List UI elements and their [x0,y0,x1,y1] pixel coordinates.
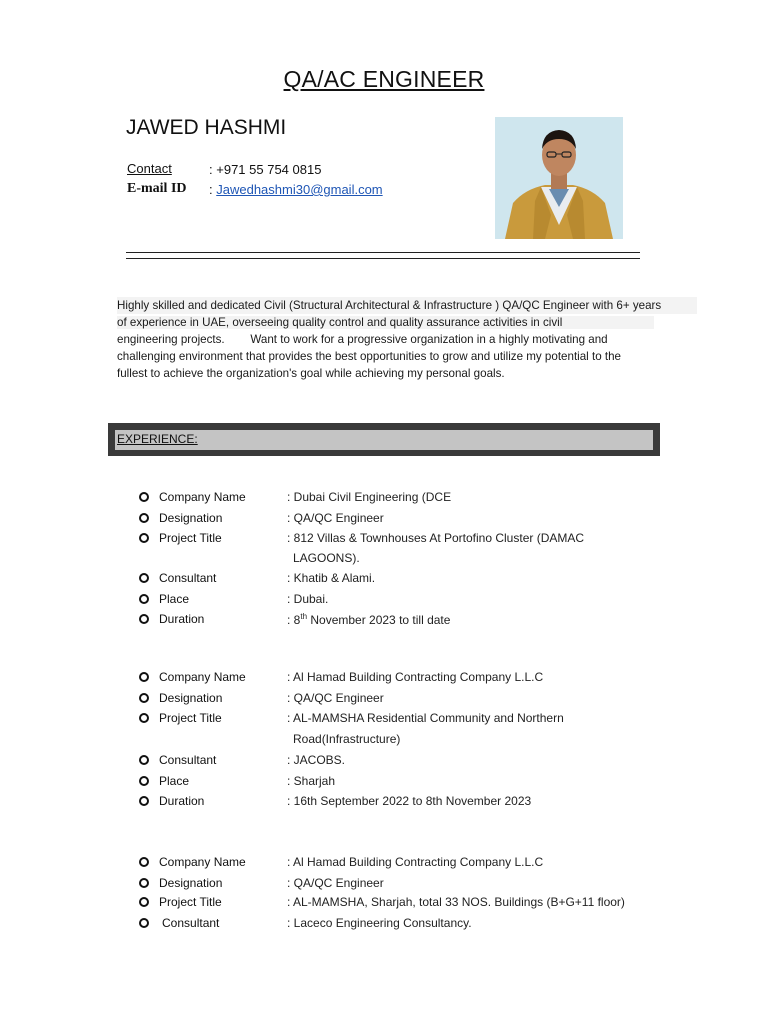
project-value: : 812 Villas & Townhouses At Portofino Cluster (DAMAC [287,531,585,545]
profile-photo [495,117,623,239]
phone-row [209,162,321,177]
bullet-icon [139,918,149,928]
job-1-company-row [0,490,768,510]
job-2-place-row [0,774,768,794]
email-row [209,182,383,197]
bullet-icon [139,776,149,786]
project-value-continued: LAGOONS). [293,551,360,565]
field-label: Consultant [159,753,217,767]
company-value: : Al Hamad Building Contracting Company L.L.C [287,855,544,869]
divider-bottom [126,258,640,259]
field-label: Place [159,592,190,606]
job-1-consultant-row [0,571,768,591]
field-label: Project Title [159,531,222,545]
summary-line: Highly skilled and dedicated Civil (Structural Architectural & Infrastructure ) QA/QC Engineer with 6+ years [117,297,697,314]
bullet-icon [139,796,149,806]
bullet-icon [139,573,149,583]
field-label: Consultant [162,916,220,930]
profile-summary [117,297,697,382]
job-2-consultant-row [0,753,768,773]
email-link[interactable]: Jawedhashmi30@gmail.com [216,182,383,197]
field-label: Designation [159,876,223,890]
designation-value: : QA/QC Engineer [287,876,384,890]
job-1-place-row [0,592,768,612]
phone-number: +971 55 754 0815 [216,162,322,177]
experience-header-band [115,430,653,450]
field-label: Company Name [159,490,246,504]
email-label: E-mail ID [127,181,187,196]
bullet-icon [139,857,149,867]
job-3-company-row [0,855,768,875]
place-value: : Sharjah [287,774,336,788]
job-2-project-row [0,711,768,746]
bullet-icon [139,533,149,543]
duration-value [287,612,450,627]
bullet-icon [139,713,149,723]
job-3-consultant-row [0,916,768,936]
field-label: Place [159,774,190,788]
bullet-icon [139,693,149,703]
project-value: : AL-MAMSHA Residential Community and Northern [287,711,564,725]
summary-line [117,314,697,331]
duration-start: : 8 [287,613,301,627]
job-3-project-row [0,895,768,915]
divider-top [126,252,640,253]
job-2-designation-row [0,691,768,711]
job-3-designation-row [0,876,768,896]
job-2-duration-row [0,794,768,814]
job-1-duration-row [0,612,768,632]
experience-section-header [108,423,660,456]
summary-line: challenging environment that provides the best opportunities to grow and utilize my potential to the [117,350,621,363]
job-1-project-row [0,531,768,565]
field-label: Project Title [159,895,222,909]
designation-value: : QA/QC Engineer [287,511,384,525]
duration-value: : 16th September 2022 to 8th November 2023 [287,794,532,808]
ordinal-suffix: th [300,612,308,621]
company-value: : Dubai Civil Engineering (DCE [287,490,452,504]
bullet-icon [139,755,149,765]
page-title: QA/AC ENGINEER [283,66,485,92]
place-value: : Dubai. [287,592,329,606]
project-value-continued: Road(Infrastructure) [293,732,401,746]
field-label: Designation [159,691,223,705]
consultant-value: : Khatib & Alami. [287,571,376,585]
project-value: : AL-MAMSHA, Sharjah, total 33 NOS. Buildings (B+G+11 floor) [287,895,625,909]
summary-line: engineering projects. Want to work for a progressive organization in a highly motivating and [117,333,608,346]
field-label: Company Name [159,670,246,684]
candidate-name: JAWED HASHMI [126,116,287,139]
field-label: Duration [159,794,205,808]
designation-value: : QA/QC Engineer [287,691,384,705]
colon: : [209,162,213,177]
bullet-icon [139,614,149,624]
field-label: Company Name [159,855,246,869]
field-label: Consultant [159,571,217,585]
summary-line: fullest to achieve the organization's goal while achieving my personal goals. [117,367,505,380]
bullet-icon [139,672,149,682]
consultant-value: : JACOBS. [287,753,346,767]
duration-rest: November 2023 to till date [307,613,451,627]
bullet-icon [139,878,149,888]
summary-line-text: of experience in UAE, overseeing quality control and quality assurance activities in civil [117,316,654,329]
person-portrait-icon [495,117,623,239]
bullet-icon [139,594,149,604]
company-value: : Al Hamad Building Contracting Company L.L.C [287,670,544,684]
field-label: Project Title [159,711,222,725]
bullet-icon [139,513,149,523]
bullet-icon [139,897,149,907]
field-label: Designation [159,511,223,525]
job-1-designation-row [0,511,768,531]
experience-heading: EXPERIENCE: [117,432,198,446]
contact-label: Contact [127,161,172,176]
consultant-value: : Laceco Engineering Consultancy. [287,916,472,930]
field-label: Duration [159,612,205,626]
job-2-company-row [0,670,768,690]
colon: : [209,182,213,197]
bullet-icon [139,492,149,502]
